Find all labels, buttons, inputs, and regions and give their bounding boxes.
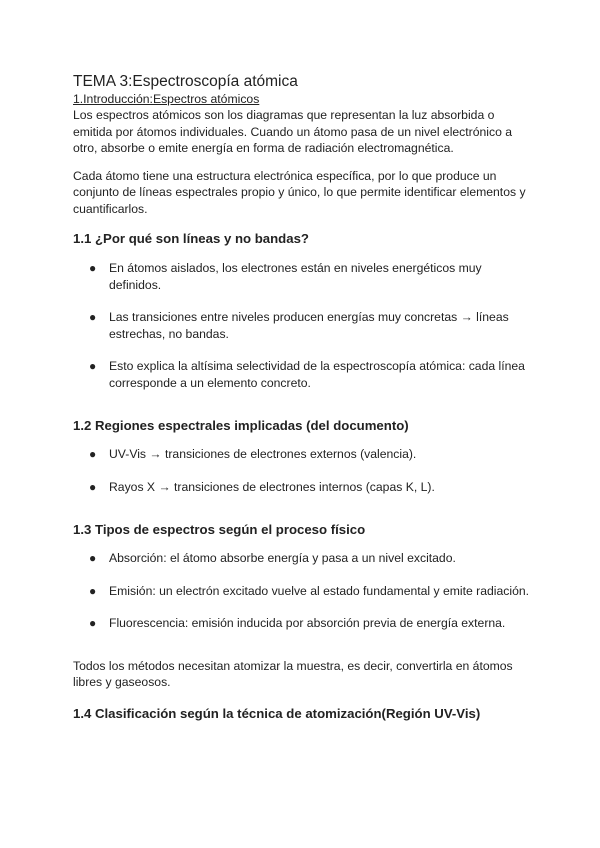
document-page (73, 72, 533, 723)
list-item (73, 358, 533, 391)
list-item-text: Las transiciones entre niveles producen energías muy concretas → líneas estrechas, no bandas. (109, 310, 509, 341)
page-title: TEMA 3:Espectroscopía atómica (73, 73, 298, 90)
section-heading-1-2: 1.2 Regiones espectrales implicadas (del documento) (73, 418, 409, 433)
section-heading-1-4: 1.4 Clasificación según la técnica de atomización(Región UV-Vis) (73, 705, 481, 721)
bullet-icon: ● (89, 479, 97, 494)
list-item (73, 550, 533, 567)
list-item (73, 260, 533, 293)
list-item-text: Emisión: un electrón excitado vuelve al estado fundamental y emite radiación. (109, 583, 530, 598)
list-item (73, 446, 533, 463)
section-subtitle: 1.Introducción:Espectros atómicos (73, 92, 260, 106)
bullet-icon: ● (89, 616, 97, 630)
bullet-list-1-1 (73, 260, 533, 391)
section-heading-1-1: 1.1 ¿Por qué son líneas y no bandas? (73, 231, 309, 246)
list-item (73, 309, 533, 342)
closing-paragraph: Todos los métodos necesitan atomizar la muestra, es decir, convertirla en átomos libres y gaseosos. (73, 658, 513, 689)
list-item (73, 479, 533, 496)
bullet-icon: ● (89, 310, 97, 324)
bullet-icon: ● (89, 261, 97, 275)
intro-paragraph-1: Los espectros atómicos son los diagramas que representan la luz absorbida o emitida por átomos individuales. Cuando un átomo pasa de un nivel electrónico a otro, absorbe o emite energía en forma de radiación electromagnética. (73, 108, 513, 155)
list-item-text: Rayos X → transiciones de electrones internos (capas K, L). (109, 479, 435, 494)
list-item-text: Esto explica la altísima selectividad de la espectroscopía atómica: cada línea corresponde a un elemento concreto. (109, 359, 525, 390)
bullet-icon: ● (89, 359, 97, 373)
list-item-text: Absorción: el átomo absorbe energía y pasa a un nivel excitado. (109, 551, 456, 565)
bullet-icon: ● (89, 551, 97, 565)
bullet-icon: ● (89, 447, 97, 461)
list-item (73, 583, 533, 600)
list-item-text: UV-Vis → transiciones de electrones externos (valencia). (109, 447, 417, 461)
bullet-list-1-3 (73, 550, 533, 632)
bullet-list-1-2 (73, 446, 533, 495)
bullet-icon: ● (89, 583, 97, 598)
list-item-text: En átomos aislados, los electrones están en niveles energéticos muy definidos. (109, 261, 482, 292)
intro-paragraph-2: Cada átomo tiene una estructura electrónica específica, por lo que produce un conjunto de líneas espectrales propio y único, lo que permite identificar elementos y cuantificarlos. (73, 168, 526, 216)
list-item-text: Fluorescencia: emisión inducida por absorción previa de energía externa. (109, 616, 506, 630)
list-item (73, 615, 533, 632)
section-heading-1-3: 1.3 Tipos de espectros según el proceso físico (73, 522, 366, 537)
